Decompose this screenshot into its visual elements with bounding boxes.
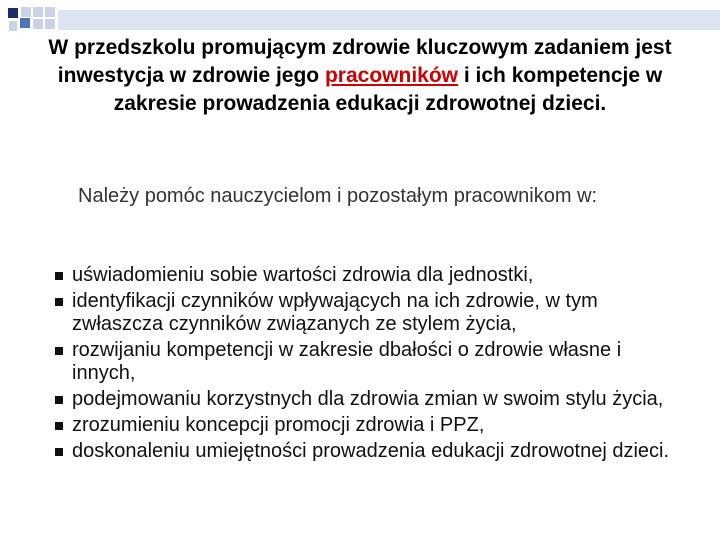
title-part-2: i ich kompetencje w zakresie prowadzenia edukacji zdrowotnej dzieci. — [113, 64, 663, 115]
list-item-text: uświadomieniu sobie wartości zdrowia dla jednostki, — [72, 264, 534, 286]
list-item — [48, 414, 688, 437]
decor-square — [20, 18, 30, 28]
bullet-list — [48, 264, 688, 466]
square-bullet-icon — [55, 298, 63, 306]
square-bullet-icon — [55, 347, 63, 355]
square-bullet-icon — [55, 396, 63, 404]
decor-square — [20, 6, 32, 18]
square-bullet-icon — [55, 422, 63, 430]
decor-square — [32, 6, 44, 18]
list-item-text: rozwijaniu kompetencji w zakresie dbałości o zdrowie własne i innych, — [72, 339, 622, 384]
intro-text: Należy pomóc nauczycielom i pozostałym pracownikom w: — [78, 185, 598, 207]
title-highlight: pracowników — [324, 64, 459, 87]
list-item — [48, 264, 688, 287]
list-item — [48, 440, 688, 463]
list-item — [48, 388, 688, 411]
list-item-text: identyfikacji czynników wpływających na ich zdrowie, w tym zwłaszcza czynników związanych ze stylem życia, — [72, 290, 598, 335]
title-part-1: W przedszkolu promującym zdrowie kluczowym zadaniem jest inwestycja w zdrowie jego — [48, 36, 672, 87]
slide-title — [30, 34, 690, 118]
header-bar — [58, 10, 720, 30]
square-bullet-icon — [55, 448, 63, 456]
decor-square — [32, 18, 44, 30]
list-item-text: doskonaleniu umiejętności prowadzenia edukacji zdrowotnej dzieci. — [72, 440, 670, 462]
list-item-text: zrozumieniu koncepcji promocji zdrowia i PPZ, — [72, 414, 485, 436]
list-item — [48, 290, 688, 336]
list-item — [48, 339, 688, 385]
decor-square — [8, 8, 18, 18]
decor-square — [44, 18, 56, 30]
decor-square — [8, 20, 18, 32]
square-bullet-icon — [55, 272, 63, 280]
list-item-text: podejmowaniu korzystnych dla zdrowia zmian w swoim stylu życia, — [72, 388, 664, 410]
decor-square — [44, 6, 56, 18]
